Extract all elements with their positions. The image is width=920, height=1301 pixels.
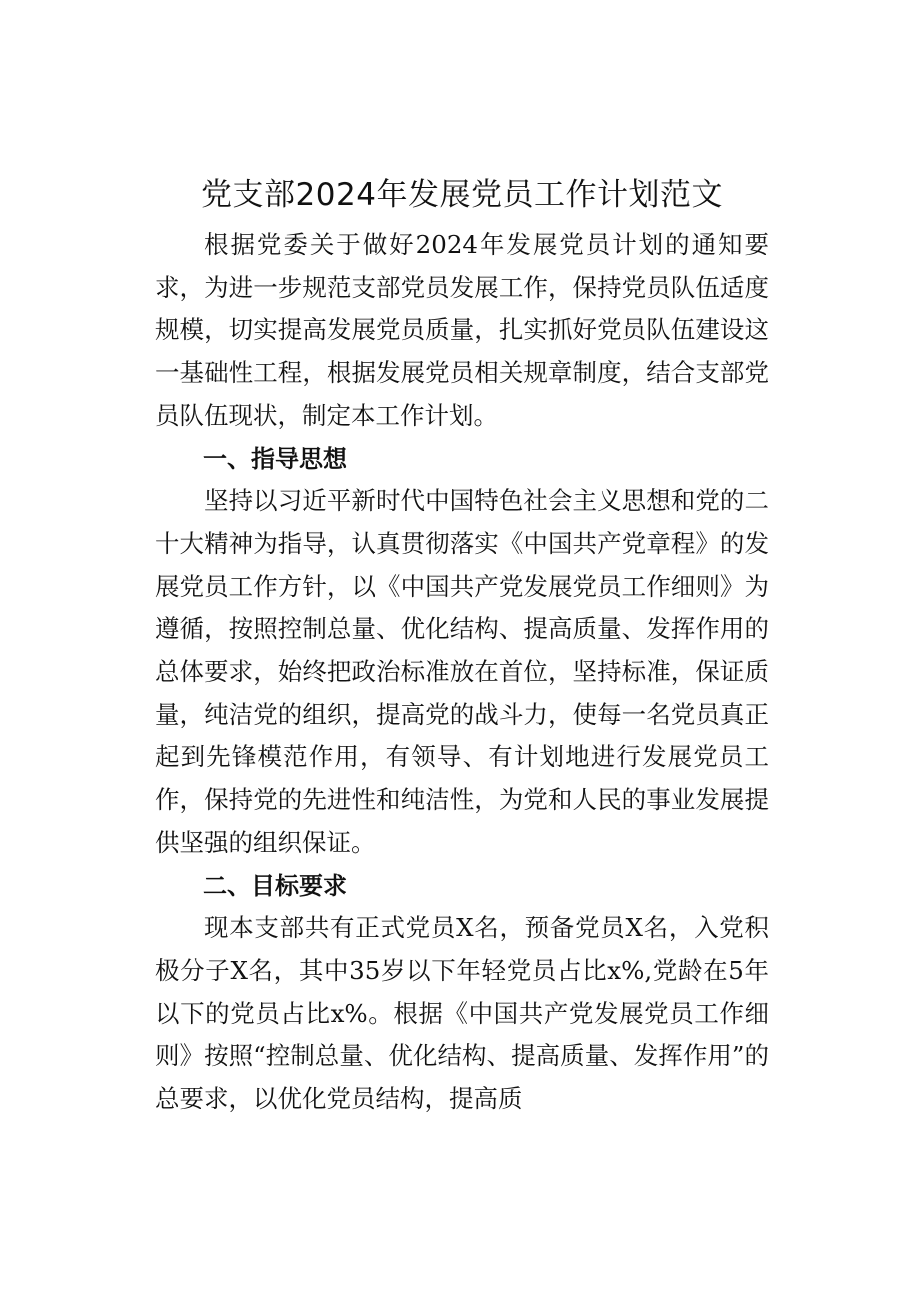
intro-paragraph: 根据党委关于做好2024年发展党员计划的通知要求，为进一步规范支部党员发展工作，保持党员队伍适度规模，切实提高发展党员质量，扎实抓好党员队伍建设这一基础性工程，根据发展党员相关规章制度，结合支部党员队伍现状，制定本工作计划。 xyxy=(155,230,769,430)
document-page xyxy=(155,170,769,1121)
section-body-guiding-ideology: 坚持以习近平新时代中国特色社会主义思想和党的二十大精神为指导，认真贯彻落实《中国共产党章程》的发展党员工作方针，以《中国共产党发展党员工作细则》为遵循，按照控制总量、优化结构、提高质量、发挥作用的总体要求，始终把政治标准放在首位，坚持标准，保证质量，纯洁党的组织，提高党的战斗力，使每一名党员真正起到先锋模范作用，有领导、有计划地进行发展党员工作，保持党的先进性和纯洁性，为党和人民的事业发展提供坚强的组织保证。 xyxy=(155,486,769,857)
document-title: 党支部2024年发展党员工作计划范文 xyxy=(201,177,723,213)
section-body-goals: 现本支部共有正式党员X名，预备党员X名，入党积极分子X名，其中35岁以下年轻党员占比x%,党龄在5年以下的党员占比x%。根据《中国共产党发展党员工作细则》按照“控制总量、优化结构、提高质量、发挥作用”的总要求，以优化党员结构，提高质 xyxy=(155,913,769,1114)
section-heading-goals: 二、目标要求 xyxy=(203,871,347,900)
section-heading-guiding-ideology: 一、指导思想 xyxy=(203,444,347,473)
